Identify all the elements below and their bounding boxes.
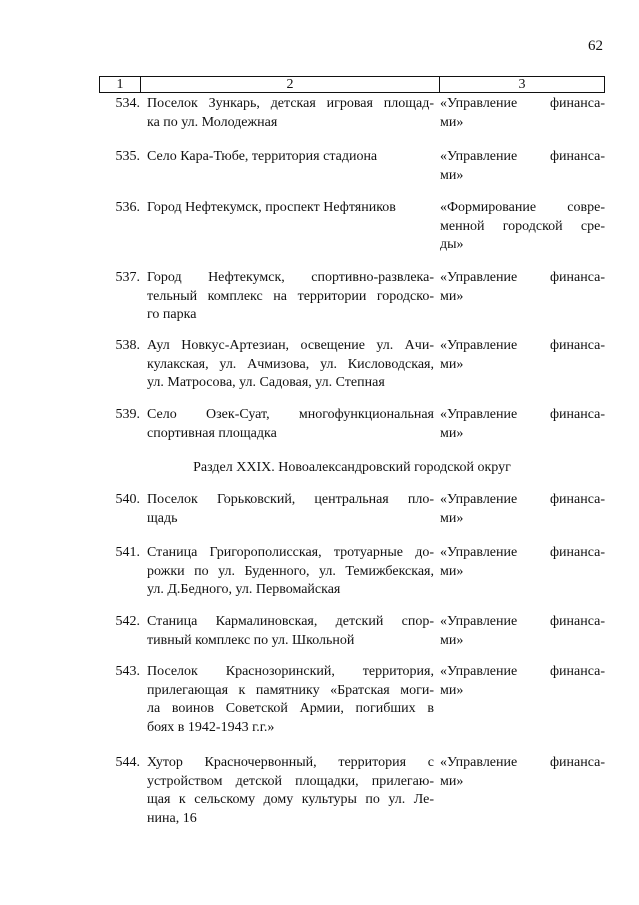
program-line: «Управление финанса- [440,338,605,353]
description-line: Хутор Красночервонный, территория с [147,755,434,770]
description-line: Станица Григорополисская, тротуарные до- [147,545,434,560]
row-program [440,544,605,581]
program-line: ми» [440,682,464,698]
description-line: Город Нефтекумск, проспект Нефтяников [147,200,396,215]
description-line: Поселок Зункарь, детская игровая площад- [147,96,434,111]
row-description [147,544,434,600]
program-line: «Управление финанса- [440,407,605,422]
row-number: 544. [115,755,140,770]
page-number: 62 [588,38,603,54]
program-line: ми» [440,425,464,441]
row-description [147,269,434,325]
program-line: «Управление финанса- [440,96,605,111]
row-number: 540. [115,492,140,507]
row-program [440,95,605,132]
description-line: Село Кара-Тюбе, территория стадиона [147,149,378,164]
program-line: «Управление финанса- [440,664,605,679]
description-line: нина, 16 [147,810,197,826]
row-program [440,148,605,185]
description-line: ул. Д.Бедного, ул. Первомайская [147,582,341,597]
row-number: 534. [115,96,140,111]
row-description [147,491,434,528]
description-line: ул. Матросова, ул. Садовая, ул. Степная [147,375,385,390]
description-line: тельный комплекс на территории городско- [147,288,434,304]
row-number: 543. [115,664,140,679]
description-line: прилегающая к памятнику «Братская моги- [147,682,434,698]
description-line: Аул Новкус-Артезиан, освещение ул. Ачи- [147,338,434,353]
description-line: го парка [147,307,197,322]
row-number: 542. [115,614,140,629]
program-line: менной городской сре- [440,218,605,234]
description-line: Село Озек-Суат, многофункциональная [147,407,434,422]
program-line: «Управление финанса- [440,545,605,560]
program-line: ми» [440,356,464,372]
row-description [147,406,434,443]
description-line: Город Нефтекумск, спортивно-развлека- [147,270,434,285]
program-line: «Управление финанса- [440,755,605,770]
column-header-3: 3 [518,77,526,92]
description-line: щая к сельскому дому культуры по ул. Ле- [147,792,434,807]
program-line: «Управление финанса- [440,492,605,507]
description-line: спортивная площадка [147,425,277,441]
row-description [147,613,434,650]
description-line: устройством детской площадки, прилегаю- [147,773,434,789]
program-line: «Управление финанса- [440,270,605,285]
program-line: «Управление финанса- [440,149,605,164]
description-line: ла воинов Советской Армии, погибших в [147,701,434,716]
description-line: Поселок Краснозоринский, территория, [147,664,434,679]
row-program [440,613,605,650]
row-description [147,754,434,828]
row-number: 536. [115,200,140,215]
description-line: боях в 1942-1943 г.г.» [147,719,275,735]
description-line: тивный комплекс по ул. Школьной [147,632,355,648]
description-line: щадь [147,510,178,526]
row-program [440,337,605,374]
column-header-1: 1 [100,77,141,92]
row-description [147,95,434,132]
program-line: ми» [440,563,464,579]
row-number: 537. [115,270,140,285]
program-line: ми» [440,114,464,130]
program-line: «Управление финанса- [440,614,605,629]
row-program [440,199,605,255]
description-line: рожки по ул. Буденного, ул. Темижбекская, [147,563,434,579]
program-line: ми» [440,773,464,789]
row-description [147,199,434,218]
table-header [99,76,605,93]
description-line: кулакская, ул. Ачмизова, ул. Кисловодская, [147,356,434,372]
row-description [147,663,434,737]
row-number: 539. [115,407,140,422]
column-header-2: 2 [141,77,440,92]
program-line: ми» [440,510,464,526]
row-number: 535. [115,149,140,164]
program-line: ми» [440,288,464,304]
program-line: «Формирование совре- [440,200,605,215]
program-line: ды» [440,237,464,252]
row-number: 538. [115,338,140,353]
row-program [440,663,605,700]
row-program [440,269,605,306]
program-line: ми» [440,167,464,183]
row-program [440,754,605,791]
description-line: ка по ул. Молодежная [147,114,278,130]
row-number: 541. [115,545,140,560]
row-description [147,337,434,393]
description-line: Станица Кармалиновская, детский спор- [147,614,434,629]
description-line: Поселок Горьковский, центральная пло- [147,492,434,507]
section-title: Раздел XXIX. Новоалександровский городской округ [193,460,511,475]
row-description [147,148,434,167]
row-program [440,406,605,443]
program-line: ми» [440,632,464,648]
row-program [440,491,605,528]
